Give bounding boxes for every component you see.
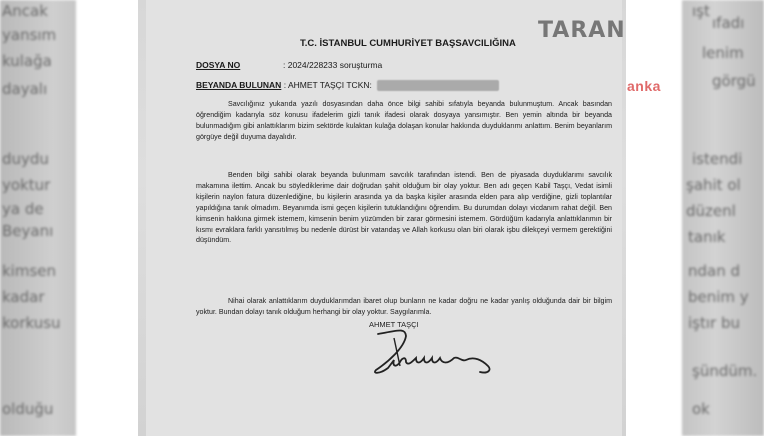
- bg-fragment: görgü: [712, 72, 756, 90]
- declarant-field: [196, 80, 372, 90]
- declarant-value: : AHMET TAŞÇI TCKN:: [283, 80, 372, 90]
- paragraph-2: Benden bilgi sahibi olarak beyanda bulunmam savcılık tarafından istendi. Ben de piyasada duyduklarımı savcılık makamına ilettim. Ancak bu söylediklerime dair doğrudan şahit olduğum bir olay yoktur. Ben adı geçen Kabil Taşçı, Vedat isimli kişilerin naylon fatura düzenlediğine, bu kişilerin arasında ya da başka kişiler arasında elden para alıp verdiğine, gizli toplantılar yapıldığına tanık olmadım. Beyanımda ismi geçen kişilerin tutuklandığını öğrendim. Bu durumdan dolayı vicdanım rahat değil. Ben kimsenin hakkına girmek istemem, kimsenin benim yüzümden bir zarar görmesini istemem. Gördüğüm kadarıyla anlattıklarımın bir kısmı evraklara farklı yansıtılmış bu nedenle dürüst bir vatandaş ve Allah korkusu olan biri olarak işbu dilekçeyi vermem gerektiğini düşündüm.: [196, 171, 612, 245]
- bg-fragment: düzenl: [686, 202, 736, 220]
- file-no-value: : 2024/228233 soruşturma: [283, 60, 383, 70]
- bg-fragment: dayalı: [2, 80, 48, 98]
- bg-fragment: istendi: [692, 150, 743, 168]
- bg-fragment: korkusu: [2, 314, 61, 332]
- file-no-field: [196, 60, 382, 70]
- bg-fragment: şahit ol: [686, 176, 741, 194]
- bg-fragment: Ancak: [2, 2, 48, 20]
- bg-fragment: benim y: [688, 288, 749, 306]
- bg-fragment: yansım: [2, 26, 57, 44]
- bg-fragment: şündüm.: [692, 362, 758, 380]
- handwritten-signature: [370, 322, 510, 382]
- bg-fragment: ışt: [692, 2, 710, 20]
- paragraph-1: Savcılığınız yukarıda yazılı dosyasından daha önce bilgi sahibi sıfatıyla beyanda bulunmuştum. Ancak basından öğrendiğim kadarıyla söz konusu ifadelerim gizli tanık ifadesi olarak dosyaya yansımıştır. Ben yemin altında bir beyanda bulunmadığım gibi anlattıklarım bizim sektörde kulaktan kulağa dolaşan konular hakkında duyduklarımı anlattım. Benim beyanlarım görgüye değil duyuma dayalıdır.: [196, 100, 612, 141]
- signature-name: AHMET TAŞÇI: [369, 320, 419, 329]
- bg-fragment: iştır bu: [688, 314, 740, 332]
- bg-fragment: yoktur: [2, 176, 51, 194]
- declarant-label: BEYANDA BULUNAN: [196, 80, 282, 90]
- stamp-text: TARAN: [538, 18, 626, 43]
- bg-fragment: Beyanı: [2, 222, 54, 240]
- redaction-bar: [377, 80, 499, 91]
- bg-fragment: kadar: [2, 288, 45, 306]
- bg-fragment: kimsen: [2, 262, 57, 280]
- bg-fragment: olduğu: [2, 400, 54, 418]
- background-blur-right: [682, 0, 764, 436]
- document-title: T.C. İSTANBUL CUMHURİYET BAŞSAVCILIĞINA: [300, 38, 516, 49]
- bg-fragment: ok: [692, 400, 710, 418]
- paragraph-3: Nihai olarak anlattıklarım duyduklarımdan ibaret olup bunların ne kadar doğru ne kadar yanlış olduğunda dair bir bilgim yoktur. Bundan dolayı tanık olduğum herhangi bir olay yoktur. Saygılarımla.: [196, 297, 612, 316]
- background-blur-left: [0, 0, 76, 436]
- bg-fragment: lenim: [702, 44, 744, 62]
- bg-fragment: tanık: [688, 228, 726, 246]
- bg-fragment: ndan d: [688, 262, 741, 280]
- bg-fragment: ya de: [2, 200, 44, 218]
- bg-fragment: duydu: [2, 150, 49, 168]
- watermark: anka: [627, 78, 661, 94]
- bg-fragment: ıfadı: [712, 14, 745, 32]
- file-no-label: DOSYA NO: [196, 60, 241, 70]
- bg-fragment: kulağa: [2, 52, 52, 70]
